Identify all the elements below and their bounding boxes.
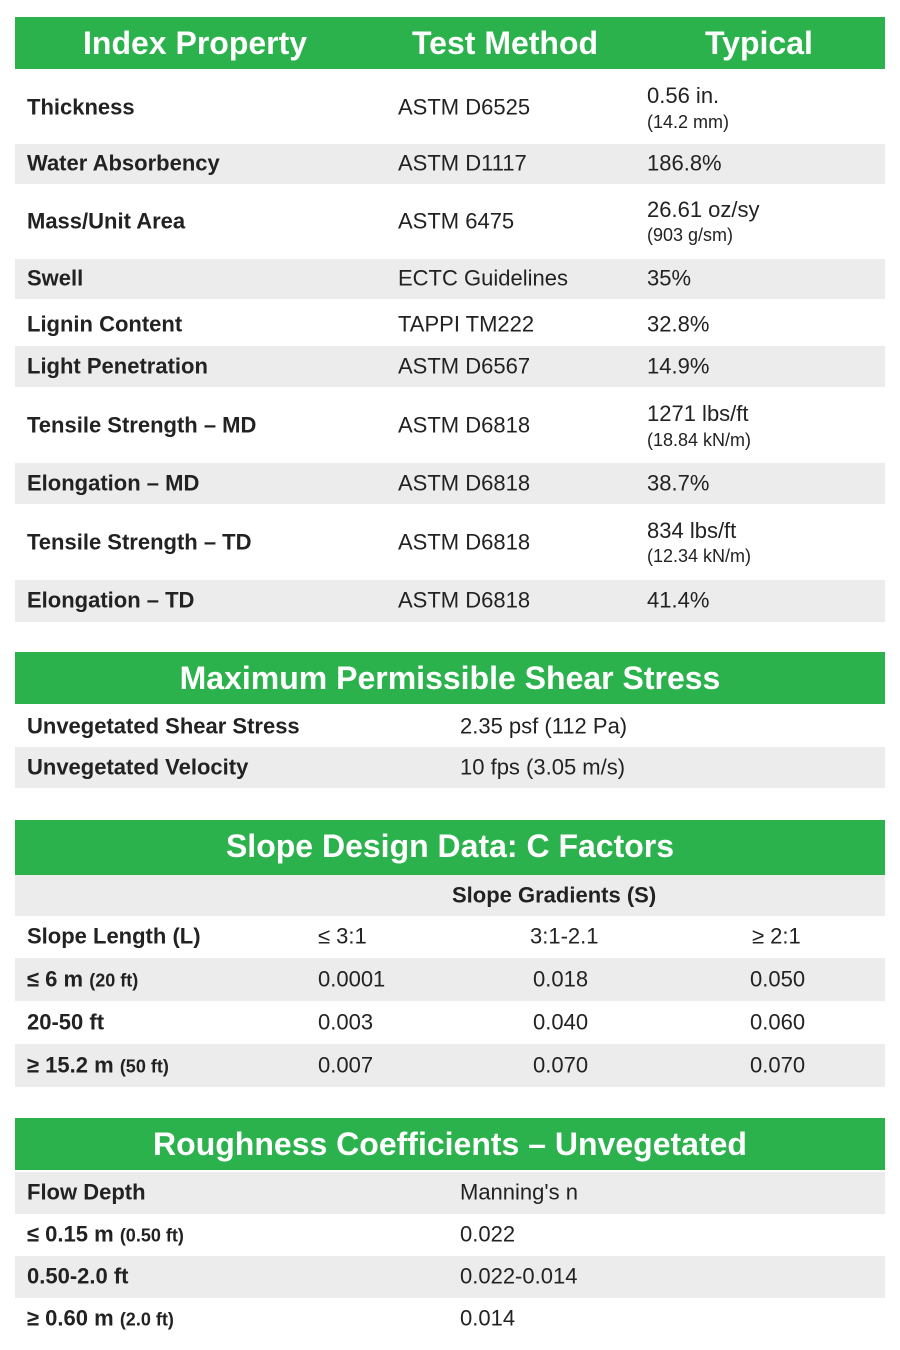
c-factors-title: Slope Design Data: C Factors: [225, 828, 675, 864]
table-row: [15, 958, 885, 1001]
c-factors-table: [15, 820, 885, 1087]
index-property-table: [15, 17, 885, 622]
flow-depth-label: ≤ 0.15 m: [27, 1221, 114, 1247]
gradient-header-2: 3:1-2.1: [530, 923, 599, 949]
slope-length-sub: (50 ft): [119, 1056, 169, 1077]
slope-length-label: 20-50 ft: [27, 1009, 105, 1035]
property-name: Lignin Content: [27, 311, 183, 337]
roughness-column-headers: [15, 1172, 885, 1214]
property-name: Elongation – MD: [27, 470, 200, 496]
table-row: [15, 346, 885, 387]
typical-value: [647, 352, 709, 381]
slope-length-label: ≤ 6 m: [27, 966, 84, 992]
roughness-title: Roughness Coefficients – Unvegetated: [153, 1126, 747, 1162]
test-method: ASTM D6818: [398, 470, 531, 496]
header-test-method: Test Method: [412, 25, 599, 61]
flow-depth-label: 0.50-2.0 ft: [27, 1263, 129, 1289]
c-factor-value: 0.007: [318, 1052, 374, 1078]
typical-value: [647, 150, 722, 179]
roughness-table: [15, 1118, 885, 1340]
table-row: [15, 391, 885, 461]
table-row: [15, 1214, 885, 1256]
shear-stress-table: [15, 652, 885, 788]
mannings-n-value: 0.022: [460, 1221, 516, 1247]
typical-value-main: 41.4%: [647, 587, 710, 613]
c-factor-value: 0.070: [750, 1052, 806, 1078]
typical-value-main: 1271 lbs/ft: [647, 401, 749, 427]
gradient-header-3: ≥ 2:1: [752, 923, 801, 949]
slope-length-label: ≥ 15.2 m: [27, 1052, 114, 1078]
property-name: Light Penetration: [27, 353, 208, 379]
property-name: Elongation – TD: [27, 587, 195, 613]
property-name: Mass/Unit Area: [27, 208, 186, 234]
slope-length: [27, 1008, 104, 1037]
flow-depth-label: ≥ 0.60 m: [27, 1305, 114, 1331]
typical-value-metric: (18.84 kN/m): [647, 429, 752, 450]
shear-stress-title: Maximum Permissible Shear Stress: [179, 660, 721, 696]
typical-value-metric: (903 g/sm): [647, 225, 734, 246]
typical-value-metric: (12.34 kN/m): [647, 546, 752, 567]
c-factor-value: 0.070: [533, 1052, 589, 1078]
typical-value-main: 186.8%: [647, 150, 722, 176]
table-row: [15, 747, 885, 788]
typical-value-main: 834 lbs/ft: [647, 517, 737, 543]
flow-depth-sub: (2.0 ft): [119, 1309, 174, 1330]
typical-value-metric: (14.2 mm): [647, 111, 730, 132]
typical-value: [647, 587, 709, 616]
roughness-header: [15, 1118, 885, 1170]
typical-value: [647, 400, 751, 452]
test-method: ASTM D6818: [398, 587, 531, 613]
gradient-header-1: ≤ 3:1: [318, 923, 367, 949]
table-row: [15, 259, 885, 299]
test-method: ASTM D6567: [398, 353, 531, 379]
shear-value: 2.35 psf (112 Pa): [460, 713, 628, 739]
typical-value: [647, 310, 709, 339]
typical-value: [647, 265, 691, 294]
table-row: [15, 77, 885, 139]
property-name: Tensile Strength – MD: [27, 412, 257, 438]
c-factor-value: 0.060: [750, 1009, 806, 1035]
test-method: ASTM D6818: [398, 412, 531, 438]
slope-gradients-row: [15, 875, 885, 916]
flow-depth: [27, 1263, 129, 1292]
table-row: [15, 144, 885, 184]
typical-value-main: 0.56 in.: [647, 83, 720, 109]
shear-label: Unvegetated Shear Stress: [27, 713, 300, 739]
c-factor-value: 0.003: [318, 1009, 374, 1035]
slope-length: [27, 1051, 169, 1080]
flow-depth: [27, 1305, 174, 1334]
property-name: Thickness: [27, 94, 135, 120]
header-typical: Typical: [705, 25, 813, 61]
slope-length-sub: (20 ft): [89, 970, 139, 991]
shear-stress-header: [15, 652, 885, 704]
table-row: [15, 706, 885, 747]
typical-value-main: 26.61 oz/sy: [647, 196, 760, 222]
c-factor-value: 0.0001: [318, 966, 386, 992]
typical-value-main: 14.9%: [647, 353, 710, 379]
typical-value-main: 38.7%: [647, 470, 710, 496]
test-method: ASTM D6525: [398, 94, 531, 120]
test-method: ASTM D6818: [398, 529, 531, 555]
typical-value-main: 32.8%: [647, 311, 710, 337]
c-factors-column-headers: [15, 916, 885, 958]
header-index-property: Index Property: [83, 25, 308, 61]
shear-label: Unvegetated Velocity: [27, 754, 249, 780]
property-name: Swell: [27, 265, 84, 291]
table-row: [15, 189, 885, 254]
table-row: [15, 580, 885, 622]
test-method: ECTC Guidelines: [398, 265, 568, 291]
mannings-n-value: 0.022-0.014: [460, 1263, 578, 1289]
mannings-n-header: Manning's n: [460, 1179, 578, 1205]
flow-depth-header: Flow Depth: [27, 1179, 146, 1205]
typical-value-main: 35%: [647, 265, 692, 291]
table-row: [15, 463, 885, 504]
c-factors-header: [15, 820, 885, 875]
c-factor-value: 0.050: [750, 966, 806, 992]
flow-depth: [27, 1221, 184, 1250]
typical-value: [647, 82, 729, 134]
test-method: ASTM 6475: [398, 208, 515, 234]
flow-depth-sub: (0.50 ft): [119, 1225, 184, 1246]
test-method: ASTM D1117: [398, 150, 527, 176]
typical-value: [647, 469, 709, 498]
index-property-header: [15, 17, 885, 69]
typical-value: [647, 196, 760, 248]
shear-value: 10 fps (3.05 m/s): [460, 754, 626, 780]
typical-value: [647, 517, 751, 569]
slope-length: [27, 965, 138, 994]
property-name: Tensile Strength – TD: [27, 529, 252, 555]
c-factor-value: 0.018: [533, 966, 589, 992]
slope-length-header: Slope Length (L): [27, 923, 201, 949]
property-name: Water Absorbency: [27, 150, 220, 176]
mannings-n-value: 0.014: [460, 1305, 516, 1331]
table-row: [15, 1001, 885, 1044]
table-row: [15, 1298, 885, 1340]
test-method: TAPPI TM222: [398, 311, 535, 337]
table-row: [15, 1256, 885, 1298]
table-row: [15, 508, 885, 577]
table-row: [15, 304, 885, 345]
c-factor-value: 0.040: [533, 1009, 589, 1035]
table-row: [15, 1044, 885, 1087]
slope-gradients-label: Slope Gradients (S): [452, 882, 657, 908]
